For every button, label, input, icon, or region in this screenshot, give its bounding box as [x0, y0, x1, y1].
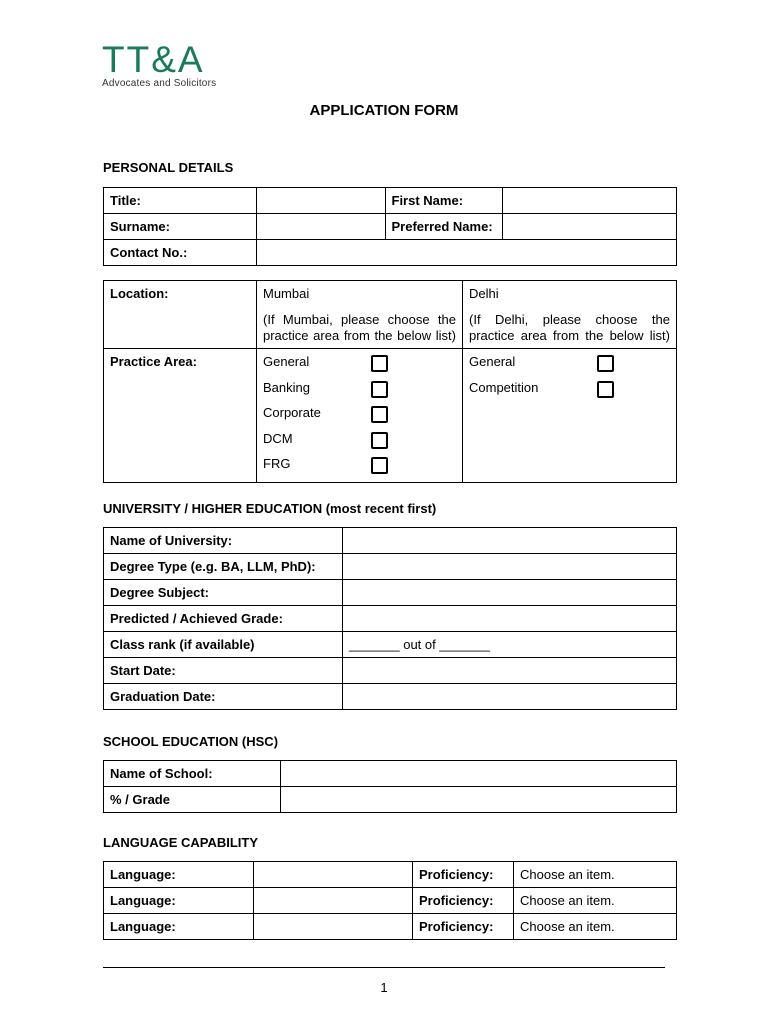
title-field[interactable]	[256, 188, 385, 214]
school-name-field[interactable]	[281, 761, 677, 787]
location-table	[103, 280, 677, 483]
proficiency-dropdown[interactable]: Choose an item.	[514, 914, 677, 940]
grade-field[interactable]	[343, 606, 677, 632]
practice-option	[263, 380, 456, 406]
school-heading: SCHOOL EDUCATION (HSC)	[103, 734, 279, 749]
location-delhi: Delhi	[469, 286, 499, 301]
degree-type-field[interactable]	[343, 554, 677, 580]
language-field[interactable]	[254, 862, 413, 888]
checkbox-icon[interactable]	[597, 381, 614, 398]
location-delhi-note: (If Delhi, please choose the practice area from the below list)	[469, 312, 670, 343]
university-table	[103, 527, 677, 710]
language-table	[103, 861, 677, 940]
university-heading: UNIVERSITY / HIGHER EDUCATION (most recent first)	[103, 501, 437, 516]
class-rank-field[interactable]: _______ out of _______	[343, 632, 677, 658]
practice-option	[263, 405, 456, 431]
graduation-date-field[interactable]	[343, 684, 677, 710]
language-field[interactable]	[254, 914, 413, 940]
surname-label: Surname:	[104, 214, 257, 240]
location-label: Location:	[104, 281, 257, 349]
school-table	[103, 760, 677, 813]
title-label: Title:	[104, 188, 257, 214]
university-name-field[interactable]	[343, 528, 677, 554]
page-number: 1	[380, 980, 388, 995]
first-name-field[interactable]	[503, 188, 677, 214]
degree-subject-label: Degree Subject:	[104, 580, 343, 606]
first-name-label: First Name:	[385, 188, 503, 214]
practice-option	[263, 354, 456, 380]
contact-label: Contact No.:	[104, 240, 257, 266]
language-label: Language:	[104, 914, 254, 940]
university-name-label: Name of University:	[104, 528, 343, 554]
language-heading: LANGUAGE CAPABILITY	[103, 835, 259, 850]
practice-option-label: General	[469, 354, 516, 369]
page-title: APPLICATION FORM	[309, 102, 459, 119]
language-label: Language:	[104, 862, 254, 888]
language-label: Language:	[104, 888, 254, 914]
location-mumbai-cell	[257, 281, 463, 349]
checkbox-icon[interactable]	[371, 355, 388, 372]
personal-details-heading: PERSONAL DETAILS	[103, 160, 234, 175]
class-rank-label: Class rank (if available)	[104, 632, 343, 658]
checkbox-icon[interactable]	[371, 432, 388, 449]
checkbox-icon[interactable]	[371, 457, 388, 474]
personal-details-table	[103, 187, 677, 266]
location-mumbai: Mumbai	[263, 286, 310, 301]
school-name-label: Name of School:	[104, 761, 281, 787]
practice-area-label: Practice Area:	[104, 349, 257, 483]
contact-field[interactable]	[256, 240, 676, 266]
proficiency-dropdown[interactable]: Choose an item.	[514, 862, 677, 888]
preferred-name-label: Preferred Name:	[385, 214, 503, 240]
firm-logo	[102, 39, 217, 89]
grade-label: Predicted / Achieved Grade:	[104, 606, 343, 632]
proficiency-dropdown[interactable]: Choose an item.	[514, 888, 677, 914]
checkbox-icon[interactable]	[371, 406, 388, 423]
practice-option-label: Banking	[263, 379, 310, 395]
school-grade-label: % / Grade	[104, 787, 281, 813]
practice-option-label: Corporate	[263, 405, 321, 420]
practice-option-label: FRG	[263, 456, 291, 471]
practice-option	[469, 380, 670, 406]
practice-option-label: General	[263, 354, 310, 369]
practice-option-label: Competition	[469, 379, 539, 395]
practice-option	[263, 456, 456, 482]
location-delhi-cell	[463, 281, 677, 349]
proficiency-label: Proficiency:	[413, 888, 514, 914]
footer-divider	[103, 967, 665, 968]
proficiency-label: Proficiency:	[413, 914, 514, 940]
logo-wordmark: TT&A	[102, 39, 205, 80]
logo-tagline: Advocates and Solicitors	[102, 78, 217, 89]
practice-option	[469, 354, 670, 380]
graduation-date-label: Graduation Date:	[104, 684, 343, 710]
delhi-practice-areas	[463, 349, 677, 483]
start-date-label: Start Date:	[104, 658, 343, 684]
preferred-name-field[interactable]	[503, 214, 677, 240]
practice-option	[263, 431, 456, 457]
language-field[interactable]	[254, 888, 413, 914]
practice-option-label: DCM	[263, 430, 293, 446]
degree-type-label: Degree Type (e.g. BA, LLM, PhD):	[104, 554, 343, 580]
school-grade-field[interactable]	[281, 787, 677, 813]
mumbai-practice-areas	[257, 349, 463, 483]
checkbox-icon[interactable]	[597, 355, 614, 372]
checkbox-icon[interactable]	[371, 381, 388, 398]
start-date-field[interactable]	[343, 658, 677, 684]
degree-subject-field[interactable]	[343, 580, 677, 606]
location-mumbai-note: (If Mumbai, please choose the practice area from the below list)	[263, 312, 456, 343]
proficiency-label: Proficiency:	[413, 862, 514, 888]
surname-field[interactable]	[256, 214, 385, 240]
